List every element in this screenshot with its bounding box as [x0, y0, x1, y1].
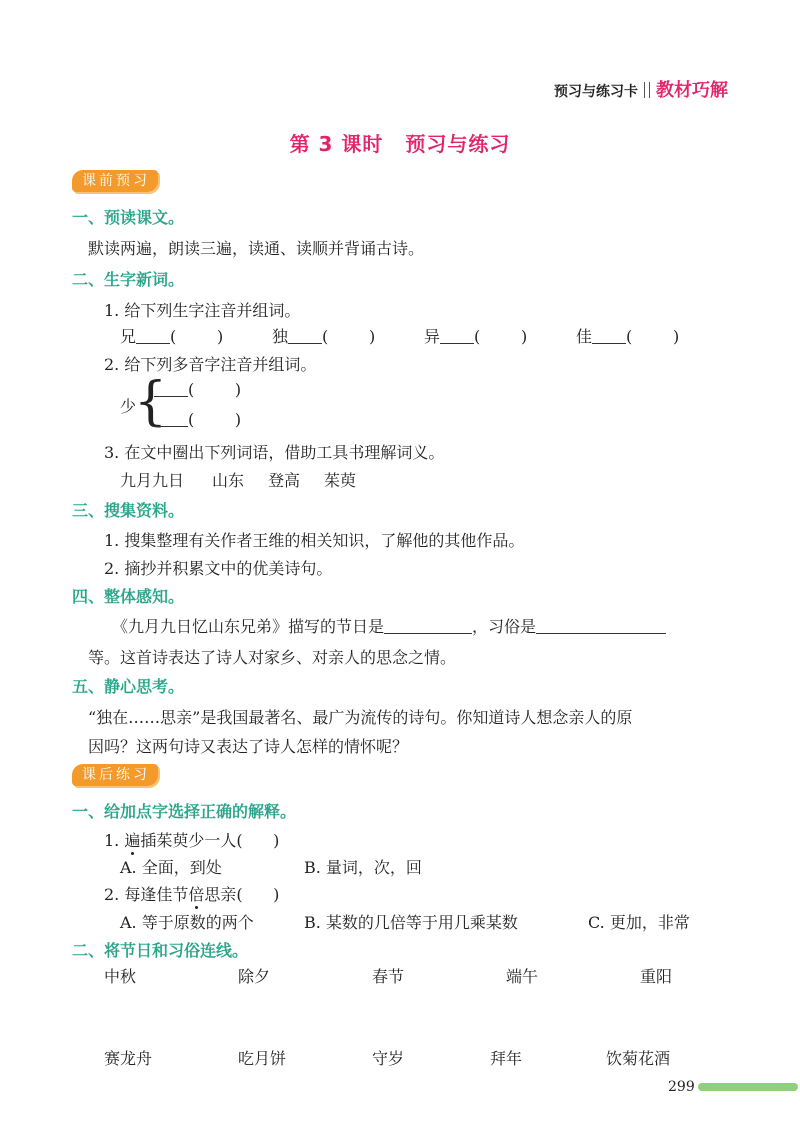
- polyphone-char: 少: [120, 397, 137, 416]
- option-a[interactable]: A. 全面，到处: [120, 858, 222, 877]
- brace: {: [134, 372, 168, 432]
- page-number: 299: [668, 1079, 695, 1095]
- section-2-q1: 1. 给下列生字注音并组词。: [104, 301, 301, 320]
- custom-item[interactable]: 饮菊花酒: [606, 1049, 671, 1068]
- vocab-word: 九月九日: [120, 471, 185, 490]
- header-left: 预习与练习卡: [554, 84, 638, 100]
- pinyin-blank[interactable]: [154, 412, 188, 427]
- vocab-word: 山东: [212, 471, 245, 490]
- char-row-4: 佳 ( ): [576, 327, 680, 346]
- char-row-2: 独 ( ): [272, 327, 376, 346]
- pinyin-blank[interactable]: [136, 329, 170, 344]
- page-bar: [698, 1083, 798, 1091]
- header-divider: [644, 82, 650, 98]
- page-header: [554, 76, 728, 102]
- polyphone-line-2: ( ): [154, 410, 241, 429]
- option-b[interactable]: B. 某数的几倍等于用几乘某数: [304, 913, 518, 932]
- section-1-text: 默读两遍，朗读三遍，读通、读顺并背诵古诗。: [88, 239, 425, 258]
- char-item: 兄: [120, 327, 137, 346]
- page-title: [0, 128, 800, 157]
- pinyin-blank[interactable]: [440, 329, 474, 344]
- section-2-heading: 二、生字新词。: [72, 270, 185, 289]
- header-right: 教材巧解: [656, 80, 728, 101]
- custom-item[interactable]: 守岁: [372, 1049, 405, 1068]
- custom-blank[interactable]: [536, 619, 666, 634]
- section-4-heading: 四、整体感知。: [72, 587, 185, 606]
- festival-item[interactable]: 除夕: [238, 967, 271, 986]
- title-part1: 第 3 课时: [289, 132, 384, 156]
- section-3-item: 2. 摘抄并积累文中的优美诗句。: [104, 559, 333, 578]
- section-4-line-1: 《九月九日忆山东兄弟》描写的节日是 ，习俗是: [112, 614, 666, 637]
- char-row-1: 兄 ( ): [120, 327, 224, 346]
- practice-1-q2: 2. 每逢佳节倍思亲( ): [104, 885, 280, 904]
- festival-item[interactable]: 重阳: [640, 967, 673, 986]
- option-a[interactable]: A. 等于原数的两个: [120, 913, 254, 932]
- custom-item[interactable]: 赛龙舟: [104, 1049, 153, 1068]
- section-5-heading: 五、静心思考。: [72, 677, 185, 696]
- festival-item[interactable]: 中秋: [104, 967, 137, 986]
- section-1-heading: 一、预读课文。: [72, 208, 185, 227]
- section-4-line-2: 等。这首诗表达了诗人对家乡、对亲人的思念之情。: [88, 648, 457, 667]
- pinyin-blank[interactable]: [592, 329, 626, 344]
- vocab-word: 登高: [268, 471, 301, 490]
- dotted-char: 倍: [188, 885, 205, 904]
- tag-pre-study: 课前预习: [72, 170, 158, 192]
- char-item: 独: [272, 327, 289, 346]
- tag-post-practice: 课后练习: [72, 764, 158, 786]
- section-3-item: 1. 搜集整理有关作者王维的相关知识，了解他的其他作品。: [104, 531, 525, 550]
- char-item: 佳: [576, 327, 593, 346]
- section-5-line-1: “独在……思亲”是我国最著名、最广为流传的诗句。你知道诗人想念亲人的原: [88, 708, 633, 727]
- dotted-char: 遍: [124, 831, 141, 850]
- festival-item[interactable]: 端午: [506, 967, 539, 986]
- practice-2-heading: 二、将节日和习俗连线。: [72, 941, 249, 960]
- char-row-3: 异 ( ): [424, 327, 528, 346]
- custom-item[interactable]: 拜年: [490, 1049, 523, 1068]
- custom-item[interactable]: 吃月饼: [238, 1049, 287, 1068]
- title-part2: 预习与练习: [405, 132, 511, 156]
- option-b[interactable]: B. 量词，次，回: [304, 858, 422, 877]
- pinyin-blank[interactable]: [288, 329, 322, 344]
- section-3-heading: 三、搜集资料。: [72, 501, 185, 520]
- polyphone-line-1: ( ): [154, 380, 241, 399]
- section-2-q2: 2. 给下列多音字注音并组词。: [104, 355, 317, 374]
- pinyin-blank[interactable]: [154, 382, 188, 397]
- char-item: 异: [424, 327, 441, 346]
- festival-blank[interactable]: [384, 619, 472, 634]
- option-c[interactable]: C. 更加，非常: [588, 913, 690, 932]
- practice-1-heading: 一、给加点字选择正确的解释。: [72, 802, 297, 821]
- vocab-word: 茱萸: [324, 471, 357, 490]
- section-5-line-2: 因吗？这两句诗又表达了诗人怎样的情怀呢？: [88, 737, 409, 756]
- practice-1-q1: 1. 遍插茱萸少一人( ): [104, 831, 280, 850]
- section-2-q3: 3. 在文中圈出下列词语，借助工具书理解词义。: [104, 443, 445, 462]
- festival-item[interactable]: 春节: [372, 967, 405, 986]
